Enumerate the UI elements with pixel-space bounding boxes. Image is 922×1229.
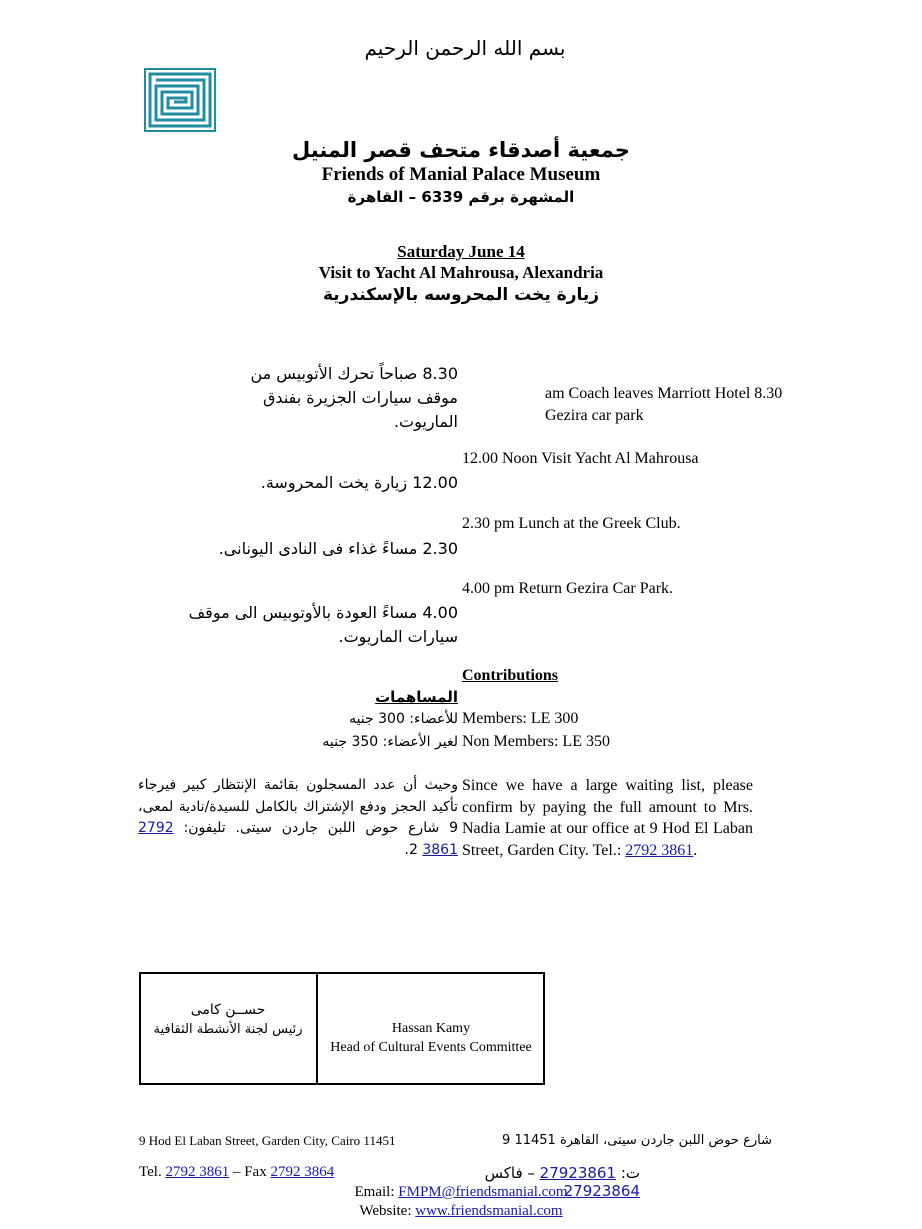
footer-address-arabic: شارع حوض اللبن جاردن سيتى، القاهرة 11451 9 [502, 1133, 772, 1148]
footer-email-link[interactable]: FMPM@friendsmanial.com [398, 1184, 568, 1200]
contributions-heading-arabic: المساهمات [375, 688, 458, 706]
footer-ar-tel-link[interactable]: 27923861 [539, 1164, 617, 1182]
notice-arabic-end: 2. [404, 841, 418, 858]
footer-fax-label: – Fax [229, 1164, 271, 1180]
footer-website-label: Website: [359, 1203, 416, 1219]
schedule-item-1-english: am Coach leaves Marriott Hotel 8.30 [545, 385, 783, 402]
notice-arabic-text: وحيث أن عدد المسجلون بقائمة الإنتظار كبير فيرجاء تأكيد الحجز ودفع الإشتراك بالكامل للسيدة/نادية لمعى، 9 شارع حوض اللبن جاردن سيتى. تليفون: [138, 777, 459, 836]
notice-arabic-phone-link[interactable]: 2792 3861 [138, 820, 458, 858]
org-name-english: Friends of Manial Palace Museum [321, 164, 601, 185]
schedule-item-1-arabic: 8.30 صباحاً تحرك الأتوبيس من موقف سيارات الجزيرة بفندق الماريوت. [250, 364, 458, 431]
schedule-item-4-arabic: 4.00 مساءً العودة بالأوتوبيس الى موقف سيارات الماريوت. [188, 603, 458, 646]
event-date: Saturday June 14 [397, 242, 525, 261]
nonmembers-fee-english: Non Members: LE 350 [462, 733, 610, 750]
registration-arabic: المشهرة برقم 6339 – القاهرة [347, 188, 575, 206]
notice-phone-link[interactable]: 2792 3861 [625, 841, 694, 859]
signature-name-arabic: حســن كامى [190, 1002, 266, 1018]
org-name-arabic: جمعية أصدقاء متحف قصر المنيل [292, 138, 630, 162]
notice-english-text: Since we have a large waiting list, please confirm by paying the full amount to Mrs. Nadia Lamie at our office at 9 Hod El Laban Street, Garden City. Tel.: [462, 777, 753, 859]
footer-phone-english [139, 1164, 334, 1181]
schedule-item-2-arabic: 12.00 زيارة يخت المحروسة. [260, 473, 458, 492]
footer-address-english: 9 Hod El Laban Street, Garden City, Cairo 11451 [139, 1133, 396, 1148]
signature-role-arabic: رئيس لجنة الأنشطة الثقافية [153, 1022, 303, 1037]
event-title-english: Visit to Yacht Al Mahrousa, Alexandria [318, 263, 604, 282]
footer-website [250, 1203, 672, 1220]
footer-fax-link[interactable]: 2792 3864 [270, 1164, 335, 1180]
footer-tel-link[interactable]: 2792 3861 [165, 1164, 230, 1180]
schedule-item-2-english: 12.00 Noon Visit Yacht Al Mahrousa [462, 450, 699, 467]
contributions-heading: Contributions [462, 667, 559, 684]
footer-ar-fax-link[interactable]: 27923864 [563, 1182, 640, 1200]
notice-english-end: . [693, 841, 698, 859]
schedule-item-3-arabic: 2.30 مساءً غذاء فى النادى اليونانى. [218, 539, 458, 558]
notice-arabic [138, 775, 458, 861]
footer-tel-label: Tel. [139, 1164, 162, 1180]
nonmembers-fee-arabic: لغير الأعضاء: 350 جنيه [322, 734, 458, 750]
kufic-square-logo-icon [144, 68, 216, 132]
footer-website-link[interactable]: www.friendsmanial.com [415, 1203, 563, 1219]
basmala-calligraphy: بسم الله الرحمن الرحيم [364, 36, 566, 60]
footer-email-label: Email: [354, 1184, 399, 1200]
signature-role-english: Head of Cultural Events Committee [330, 1040, 532, 1055]
footer-email [250, 1184, 672, 1201]
schedule-item-4-english: 4.00 pm Return Gezira Car Park. [462, 580, 674, 597]
schedule-item-1-english-line2: Gezira car park [545, 407, 644, 424]
event-title-arabic: زيارة يخت المحروسه بالإسكندرية [322, 285, 600, 305]
footer-ar-fax-label: – فاكس [484, 1164, 540, 1182]
notice-english [462, 775, 753, 861]
schedule-item-3-english: 2.30 pm Lunch at the Greek Club. [462, 515, 681, 532]
footer-ar-tel-label: ت: [620, 1164, 640, 1182]
signature-name-english: Hassan Kamy [391, 1021, 471, 1036]
members-fee-english: Members: LE 300 [462, 710, 579, 727]
members-fee-arabic: للأعضاء: 300 جنيه [349, 711, 458, 727]
